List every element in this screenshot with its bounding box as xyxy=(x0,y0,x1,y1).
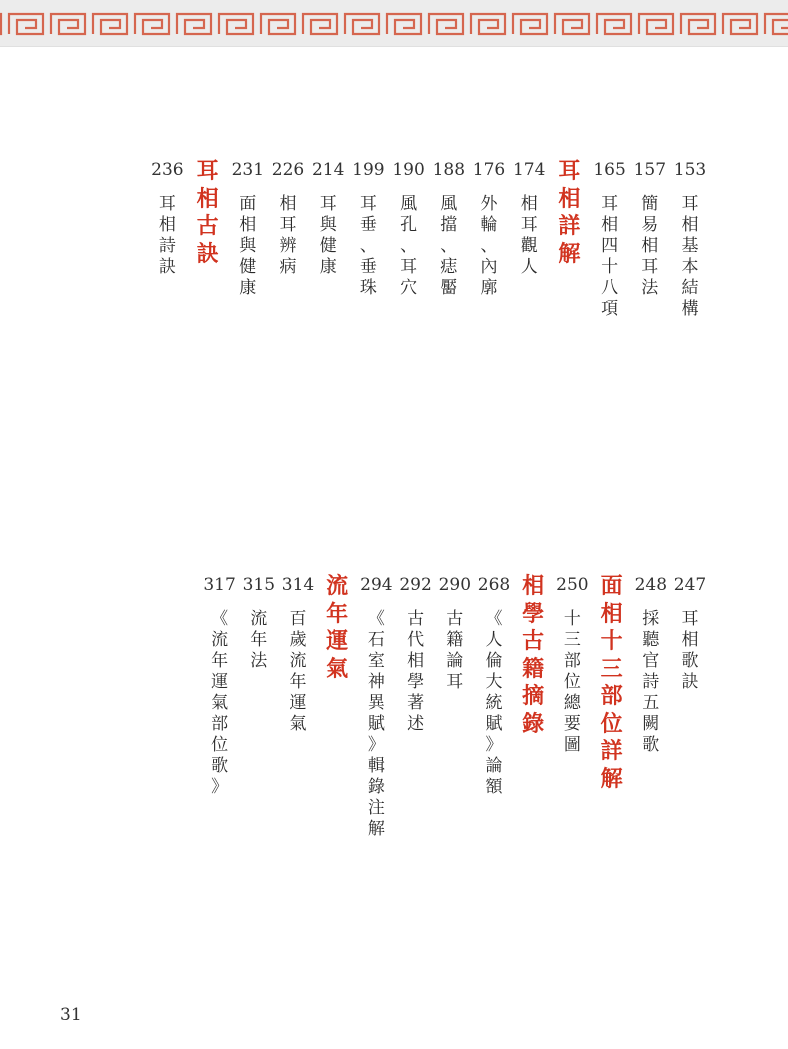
entry-title: 古 籍 論 耳 xyxy=(446,609,464,692)
page-ref: 157 xyxy=(633,160,667,180)
entry-title: 古 代 相 學 著 述 xyxy=(407,609,425,734)
page-ref: 165 xyxy=(593,160,626,180)
page-ref: 153 xyxy=(673,160,707,180)
entry-title: 相 耳 觀 人 xyxy=(520,194,538,277)
page-ref: 314 xyxy=(281,575,315,595)
page-ref: 250 xyxy=(556,575,589,595)
page-ref: 317 xyxy=(203,575,236,595)
page-ref: 214 xyxy=(311,160,345,180)
entry-title: 相 耳 辨 病 xyxy=(279,194,297,277)
entry-title: 《 流 年 運 氣 部 位 歌 》 xyxy=(211,609,229,797)
page-ref: 174 xyxy=(512,160,546,180)
page-ref: 248 xyxy=(634,575,668,595)
entry-title: 耳 相 歌 訣 xyxy=(681,609,699,692)
entry-title: 百 歲 流 年 運 氣 xyxy=(289,609,307,734)
entry-title: 耳 垂 、 垂 珠 xyxy=(359,194,377,298)
page-ref: 290 xyxy=(438,575,472,595)
section-title: 相 學 古 籍 摘 錄 xyxy=(522,573,545,737)
entry-title: 耳 相 基 本 結 構 xyxy=(681,194,699,319)
page-ref: 190 xyxy=(392,160,425,180)
section-title: 流 年 運 氣 xyxy=(326,573,349,682)
page-ref: 315 xyxy=(242,575,276,595)
entry-title: 《 人 倫 大 統 賦 》 論 額 xyxy=(485,609,503,797)
entry-title: 風 擋 、 痣 靨 xyxy=(440,194,458,298)
entry-title: 面 相 與 健 康 xyxy=(239,194,257,298)
entry-title: 外 輪 、 內 廓 xyxy=(480,194,498,298)
entry-title: 耳 與 健 康 xyxy=(319,194,337,277)
page-ref: 247 xyxy=(673,575,707,595)
entry-title: 風 孔 、 耳 穴 xyxy=(400,194,418,298)
page-ref: 226 xyxy=(271,160,305,180)
section-title: 耳 相 古 訣 xyxy=(196,158,219,267)
page-ref: 292 xyxy=(399,575,432,595)
page-ref: 268 xyxy=(477,575,511,595)
page-ref: 231 xyxy=(231,160,265,180)
page-ref: 176 xyxy=(472,160,506,180)
page-ref: 294 xyxy=(360,575,393,595)
page-number: 31 xyxy=(60,1005,82,1025)
entry-title: 十 三 部 位 總 要 圖 xyxy=(563,609,581,755)
page-ref: 188 xyxy=(432,160,466,180)
section-title: 耳 相 詳 解 xyxy=(558,158,581,267)
entry-title: 耳 相 詩 訣 xyxy=(158,194,176,277)
entry-title: 簡 易 相 耳 法 xyxy=(641,194,659,298)
entry-title: 《 石 室 神 異 賦 》 輯 錄 注 解 xyxy=(367,609,385,839)
page-ref: 236 xyxy=(151,160,184,180)
section-title: 面 相 十 三 部 位 詳 解 xyxy=(600,573,623,792)
greek-key-border xyxy=(0,0,788,47)
entry-title: 耳 相 四 十 八 項 xyxy=(601,194,619,319)
entry-title: 採 聽 官 詩 五 闕 歌 xyxy=(642,609,660,755)
page-ref: 199 xyxy=(352,160,385,180)
entry-title: 流 年 法 xyxy=(250,609,268,671)
